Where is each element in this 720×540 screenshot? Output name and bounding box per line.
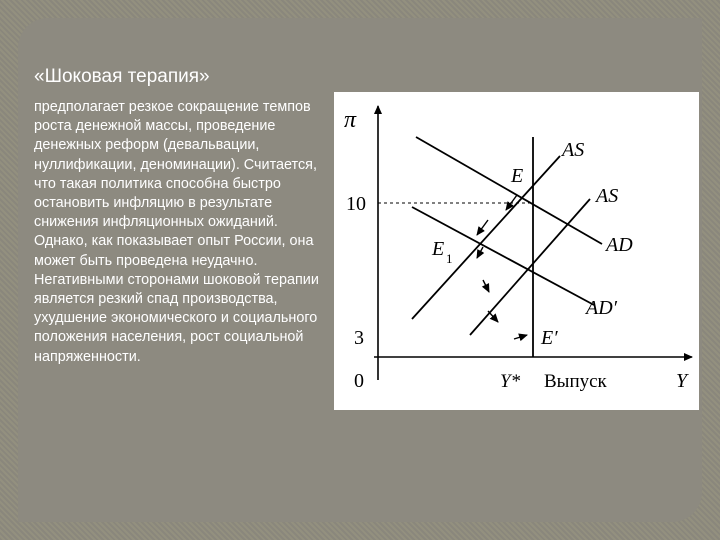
dynamics-arrow-2	[477, 220, 488, 235]
dynamics-arrow-3	[477, 247, 483, 258]
origin-label: 0	[354, 370, 364, 392]
tick-label-3: 3	[354, 327, 364, 349]
equilibrium-e1-subscript: 1	[446, 251, 453, 266]
shock-therapy-diagram	[334, 92, 699, 410]
slide-body-text: предполагает резкое сокращение темпов роста денежной массы, проведение денежных реформ (девальвации, нуллификации, деноминации). Считается, что такая политика способна быстро остановить инфляцию в результате снижения инфляционных ожиданий. Однако, как показывает опыт России, она может быть проведена неудачно. Негативными сторонами шоковой терапии является резкий спад производства, ухудшение экономического и социального положения населения, рост социальной напряженности.	[34, 99, 319, 365]
ad-label: AD	[606, 234, 633, 256]
dynamics-arrow-4	[483, 280, 489, 292]
slide-title: «Шоковая терапия»	[34, 66, 210, 87]
ad-prime-label: AD′	[586, 297, 618, 319]
equilibrium-e1-label: E	[432, 238, 445, 260]
ystar-label: Y*	[500, 371, 521, 392]
equilibrium-e-label: E	[511, 165, 524, 187]
y-axis-label: π	[344, 107, 357, 133]
as-label-upper: AS	[562, 139, 585, 161]
dynamics-arrow-6	[514, 335, 527, 339]
tick-label-10: 10	[346, 193, 366, 215]
as-label-lower: AS	[596, 185, 619, 207]
output-label: Выпуск	[544, 371, 607, 392]
dynamics-arrow-5	[488, 311, 498, 322]
x-axis-label: Y	[676, 370, 688, 392]
as-curve-lower	[470, 199, 590, 335]
equilibrium-e-prime-label: E′	[541, 327, 558, 349]
dynamics-arrow-1	[506, 195, 517, 210]
